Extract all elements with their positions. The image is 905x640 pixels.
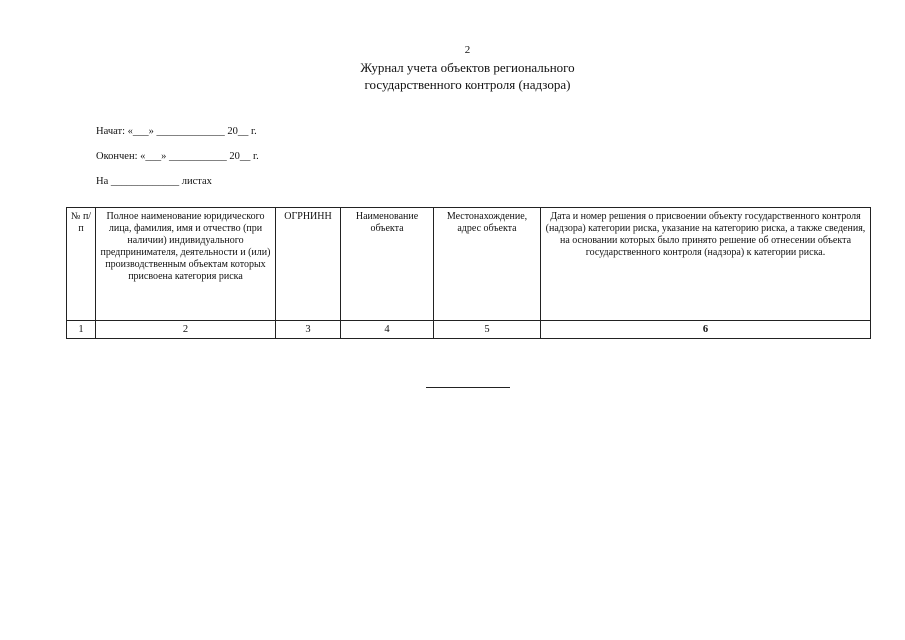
- header-cell-object-address: Местонахождение, адрес объекта: [434, 208, 541, 321]
- column-number-row: [67, 321, 871, 339]
- column-number-cell: 1: [67, 321, 96, 339]
- header-cell-entity-name: Полное наименование юридического лица, фамилия, имя и отчество (при наличии) индивидуального предпринимателя, деятельности и (или) производственным объектам которых присвоена категория риска: [96, 208, 276, 321]
- started-date-field: Начат: «___» _____________ 20__ г.: [96, 126, 257, 137]
- column-number-cell: 4: [341, 321, 434, 339]
- journal-table: [66, 207, 871, 339]
- page-number: 2: [464, 44, 471, 56]
- header-cell-number: № п/п: [67, 208, 96, 321]
- document-title-line-2: государственного контроля (надзора): [364, 77, 571, 92]
- document-title: [0, 59, 905, 93]
- end-of-document-rule: [426, 387, 510, 388]
- finished-date-field: Окончен: «___» ___________ 20__ г.: [96, 151, 259, 162]
- header-cell-object-name: Наименование объекта: [341, 208, 434, 321]
- header-cell-ogrn-inn: ОГРНИНН: [276, 208, 341, 321]
- document-title-line-1: Журнал учета объектов регионального: [360, 60, 575, 75]
- column-number-cell: 5: [434, 321, 541, 339]
- column-number-cell: 2: [96, 321, 276, 339]
- table-header-row: [67, 208, 871, 321]
- sheets-count-field: На _____________ листах: [96, 176, 212, 187]
- column-number-cell: 3: [276, 321, 341, 339]
- header-cell-risk-decision: Дата и номер решения о присвоении объекту государственного контроля (надзора) категории риска, указание на категорию риска, а также сведения, на основании которых было принято решение об отнесении объекта государственного контроля (надзора) к категории риска.: [541, 208, 871, 321]
- column-number-cell: 6: [541, 321, 871, 339]
